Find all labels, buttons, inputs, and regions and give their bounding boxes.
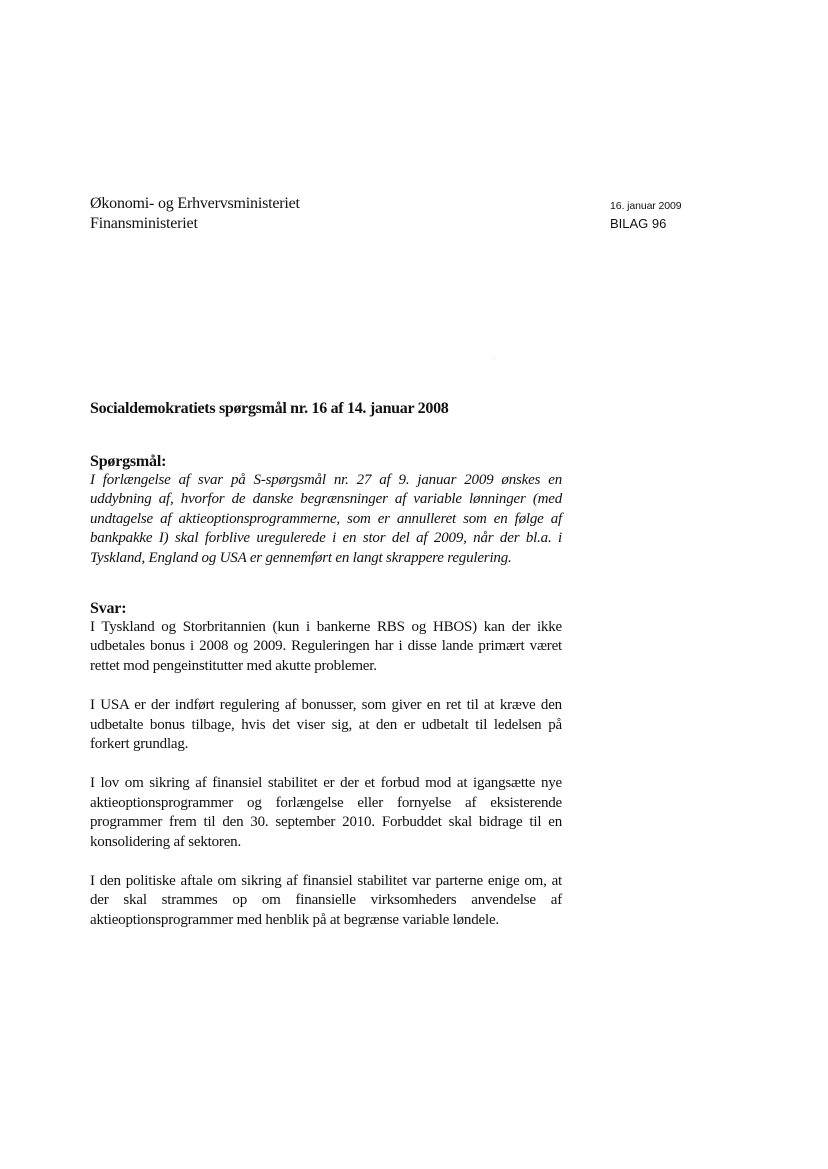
answer-heading: Svar: bbox=[90, 600, 127, 617]
question-section bbox=[90, 452, 562, 568]
question-text: I forlængelse af svar på S-spørgsmål nr. 27 af 9. januar 2009 ønskes en uddybning af, hvorfor de danske begrænsninger af variable lønninger (med undtagelse af aktieoptionsprogrammerne, som er annulleret som en følge af bankpakke I) skal forblive uregulerede i en stor del af 2009, når der bl.a. i Tyskland, England og USA er gennemført en langt skrappere regulering. bbox=[90, 472, 562, 566]
document-meta bbox=[610, 199, 681, 233]
answer-paragraph: I USA er der indført regulering af bonusser, som giver en ret til at kræve den udbetalte bonus tilbage, hvis det viser sig, at den er udbetalt til ledelsen på forkert grundlag. bbox=[90, 697, 562, 753]
document-title: Socialdemokratiets spørgsmål nr. 16 af 14. januar 2008 bbox=[90, 400, 449, 417]
scan-speck bbox=[494, 358, 495, 359]
answer-paragraph: I lov om sikring af finansiel stabilitet er der et forbud mod at igangsætte nye aktieoptionsprogrammer og forlængelse eller fornyelse af eksisterende programmer frem til den 30. september 2010. Forbuddet skal bidrage til en konsolidering af sektoren. bbox=[90, 775, 562, 850]
bilag-number: BILAG 96 bbox=[610, 216, 667, 231]
answer-paragraph: I Tyskland og Storbritannien (kun i bankerne RBS og HBOS) kan der ikke udbetales bonus i 2008 og 2009. Reguleringen har i disse lande primært været rettet mod pengeinstitutter med akutte problemer. bbox=[90, 619, 562, 674]
ministry-name-secondary: Finansministeriet bbox=[90, 215, 198, 232]
answer-section bbox=[90, 599, 562, 950]
document-date: 16. januar 2009 bbox=[610, 200, 682, 212]
sender-block bbox=[90, 194, 300, 234]
answer-paragraph: I den politiske aftale om sikring af finansiel stabilitet var parterne enige om, at der skal strammes op om finansielle virksomheders anvendelse af aktieoptionsprogrammer med henblik på at begrænse variable løndele. bbox=[90, 873, 562, 928]
ministry-name-primary: Økonomi- og Erhvervsministeriet bbox=[90, 195, 300, 212]
question-heading: Spørgsmål: bbox=[90, 453, 167, 470]
